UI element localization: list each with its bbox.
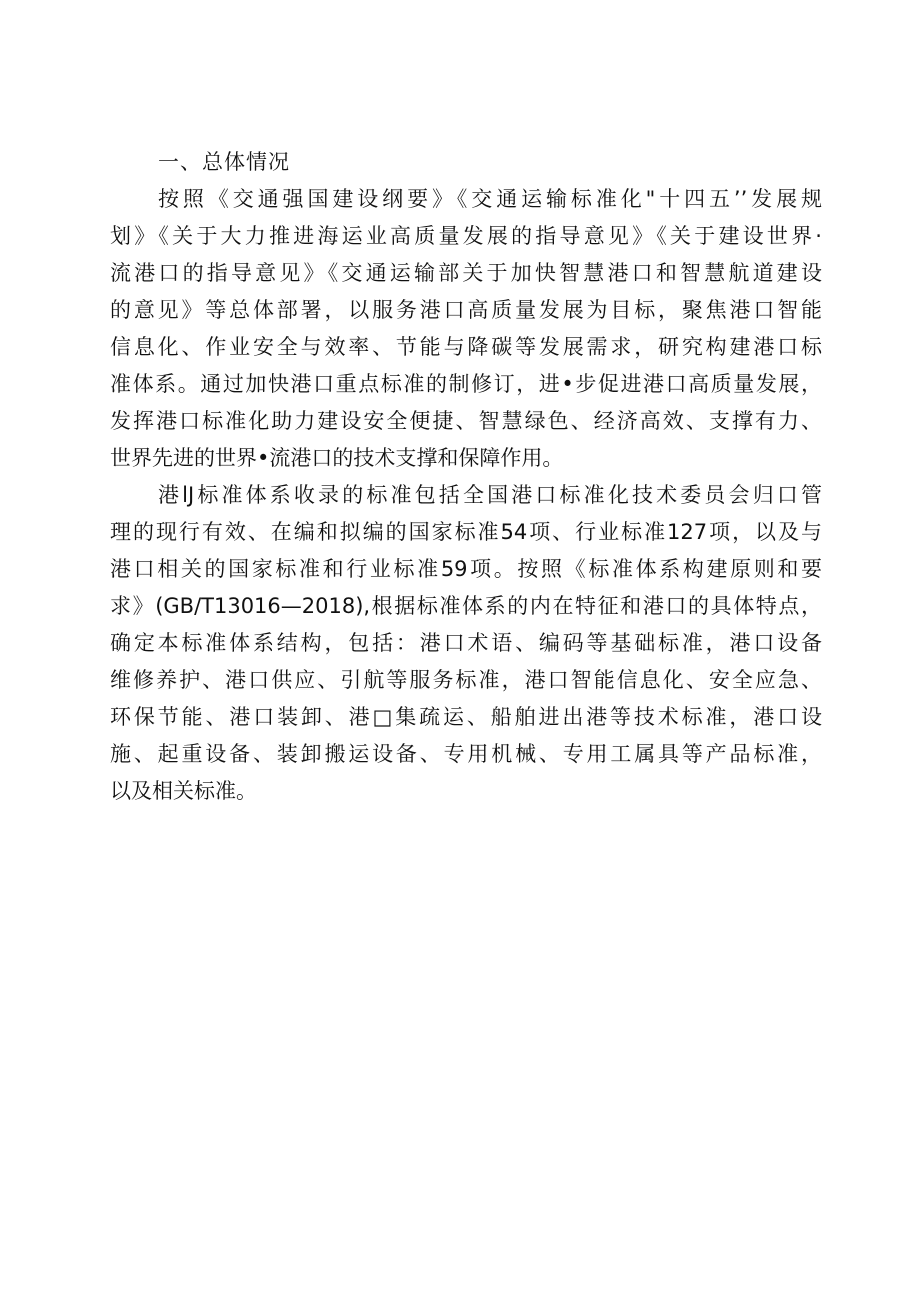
- paragraph-line: 以及相关标准。: [110, 779, 257, 803]
- paragraph-line: 环保节能、港口装卸、港□集疏运、船舶进出港等技术标准，港口设: [110, 705, 822, 729]
- paragraph-line: 施、起重设备、装卸搬运设备、专用机械、专用工属具等产品标准，: [110, 742, 822, 766]
- paragraph-line: 世界先进的世界•流港口的技术支撑和保障作用。: [110, 446, 564, 470]
- paragraph-line: 发挥港口标准化助力建设安全便捷、智慧绿色、经济高效、支撑有力、: [110, 409, 822, 433]
- section-heading: 一、总体情况: [158, 150, 290, 174]
- paragraph-line: 理的现行有效、在编和拟编的国家标准54项、行业标准127项，以及与: [110, 520, 822, 544]
- paragraph-standards-system: [110, 477, 822, 810]
- paragraph-line: 求》(GB/T13016—2018),根据标准体系的内在特征和港口的具体特点，: [110, 594, 822, 618]
- paragraph-line: 维修养护、港口供应、引航等服务标准，港口智能信息化、安全应急、: [110, 668, 822, 692]
- paragraph-line: 流港口的指导意见》《交通运输部关于加快智慧港口和智慧航道建设: [110, 261, 822, 285]
- paragraph-line: 港lJ标准体系收录的标准包括全国港口标准化技术委员会归口管: [158, 483, 822, 507]
- paragraph-line: 确定本标准体系结构，包括：港口术语、编码等基础标准，港口设备: [110, 631, 822, 655]
- paragraph-line: 港口相关的国家标准和行业标准59项。按照《标准体系构建原则和要: [110, 557, 822, 581]
- paragraph-overview: [110, 181, 822, 477]
- paragraph-line: 准体系。通过加快港口重点标准的制修订，进•步促进港口高质量发展，: [110, 372, 822, 396]
- paragraph-line: 划》《关于大力推进海运业高质量发展的指导意见》《关于建设世界·: [110, 224, 822, 248]
- paragraph-line: 按照《交通强国建设纲要》《交通运输标准化"十四五’’发展规: [158, 187, 822, 211]
- paragraph-line: 信息化、作业安全与效率、节能与降碳等发展需求，研究构建港口标: [110, 335, 822, 359]
- document-body: [110, 144, 822, 810]
- paragraph-line: 的意见》等总体部署，以服务港口高质量发展为目标，聚焦港口智能: [110, 298, 822, 322]
